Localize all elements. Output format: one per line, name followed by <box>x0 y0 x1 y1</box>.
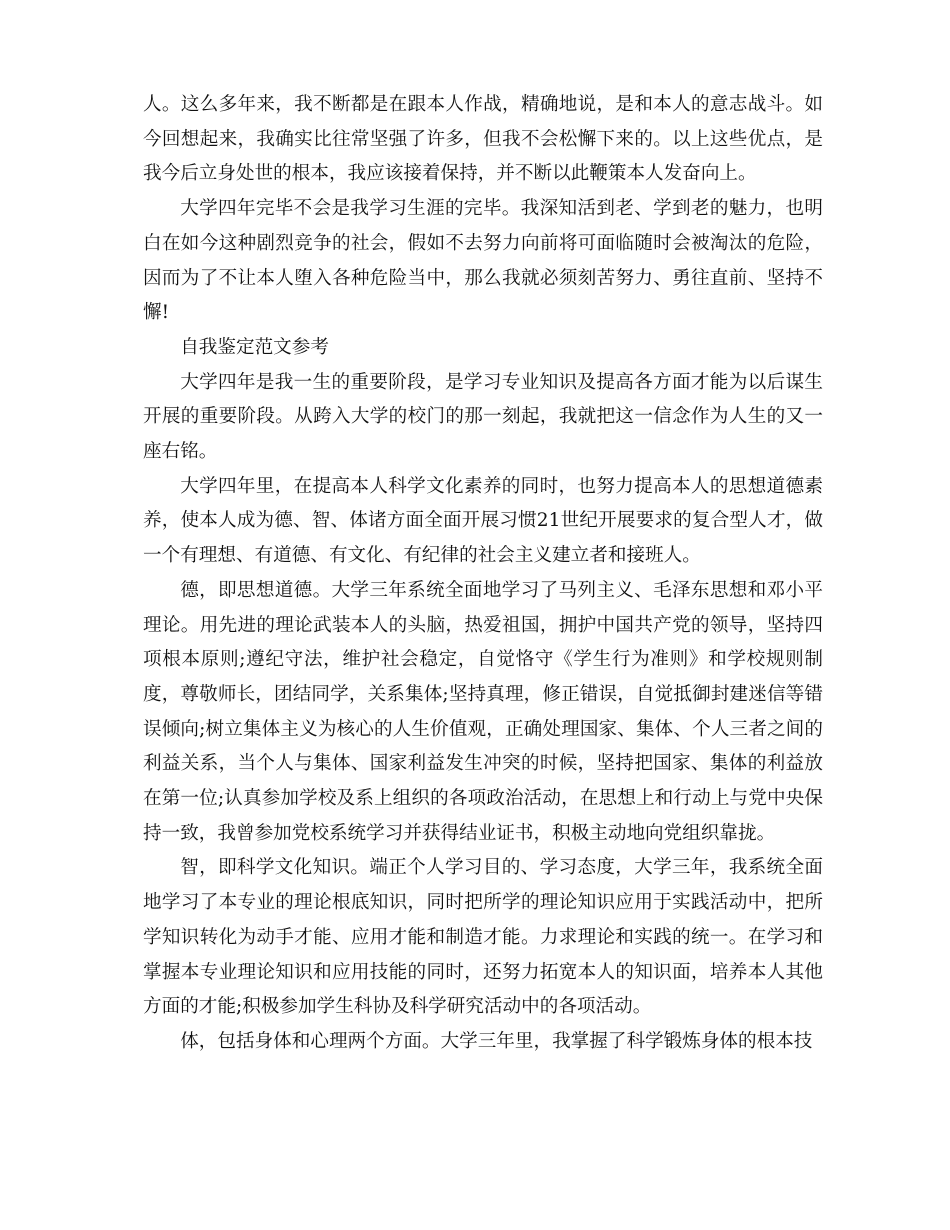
paragraph-moral: 德，即思想道德。大学三年系统全面地学习了马列主义、毛泽东思想和邓小平理论。用先进的理论武装本人的头脑，热爱祖国，拥护中国共产党的领导，坚持四项根本原则;遵纪守法，维护社会稳定，自觉恪守《学生行为准则》和学校规则制度，尊敬师长，团结同学，关系集体;坚持真理，修正错误，自觉抵御封建迷信等错误倾向;树立集体主义为核心的人生价值观，正确处理国家、集体、个人三者之间的利益关系，当个人与集体、国家利益发生冲突的时候，坚持把国家、集体的利益放在第一位;认真参加学校及系上组织的各项政治活动，在思想上和行动上与党中央保持一致，我曾参加党校系统学习并获得结业证书，积极主动地向党组织靠拢。 <box>143 579 823 844</box>
paragraph-university-stage: 大学四年是我一生的重要阶段，是学习专业知识及提高各方面才能为以后谋生开展的重要阶段。从跨入大学的校门的那一刻起，我就把这一信念作为人生的又一座右铭。 <box>143 371 823 463</box>
paragraph-lifelong-learning: 大学四年完毕不会是我学习生涯的完毕。我深知活到老、学到老的魅力，也明白在如今这种剧烈竞争的社会，假如不去努力向前将可面临随时会被淘汰的危险，因而为了不让本人堕入各种危险当中，那么我就必须刻苦努力、勇往直前、坚持不懈! <box>143 198 823 324</box>
paragraph-physical: 体，包括身体和心理两个方面。大学三年里，我掌握了科学锻炼身体的根本技 <box>180 1030 813 1052</box>
paragraph-four-years: 大学四年里，在提高本人科学文化素养的同时，也努力提高本人的思想道德素养，使本人成为德、智、体诸方面全面开展习惯21世纪开展要求的复合型人才，做一个有理想、有道德、有文化、有纪律的社会主义建立者和接班人。 <box>143 475 823 567</box>
paragraph-intellect: 智，即科学文化知识。端正个人学习目的、学习态度，大学三年，我系统全面地学习了本专业的理论根底知识，同时把所学的理论知识应用于实践活动中，把所学知识转化为动手才能、应用才能和制造才能。力求理论和实践的统一。在学习和掌握本专业理论知识和应用技能的同时，还努力拓宽本人的知识面，培养本人其他方面的才能;积极参加学生科协及科学研究活动中的各项活动。 <box>143 857 823 1018</box>
section-heading: 自我鉴定范文参考 <box>180 336 329 358</box>
document-body <box>143 88 823 1060</box>
paragraph-continuation: 人。这么多年来，我不断都是在跟本人作战，精确地说，是和本人的意志战斗。如今回想起来，我确实比往常坚强了许多，但我不会松懈下来的。以上这些优点，是我今后立身处世的根本，我应该接着保持，并不断以此鞭策本人发奋向上。 <box>143 94 823 185</box>
